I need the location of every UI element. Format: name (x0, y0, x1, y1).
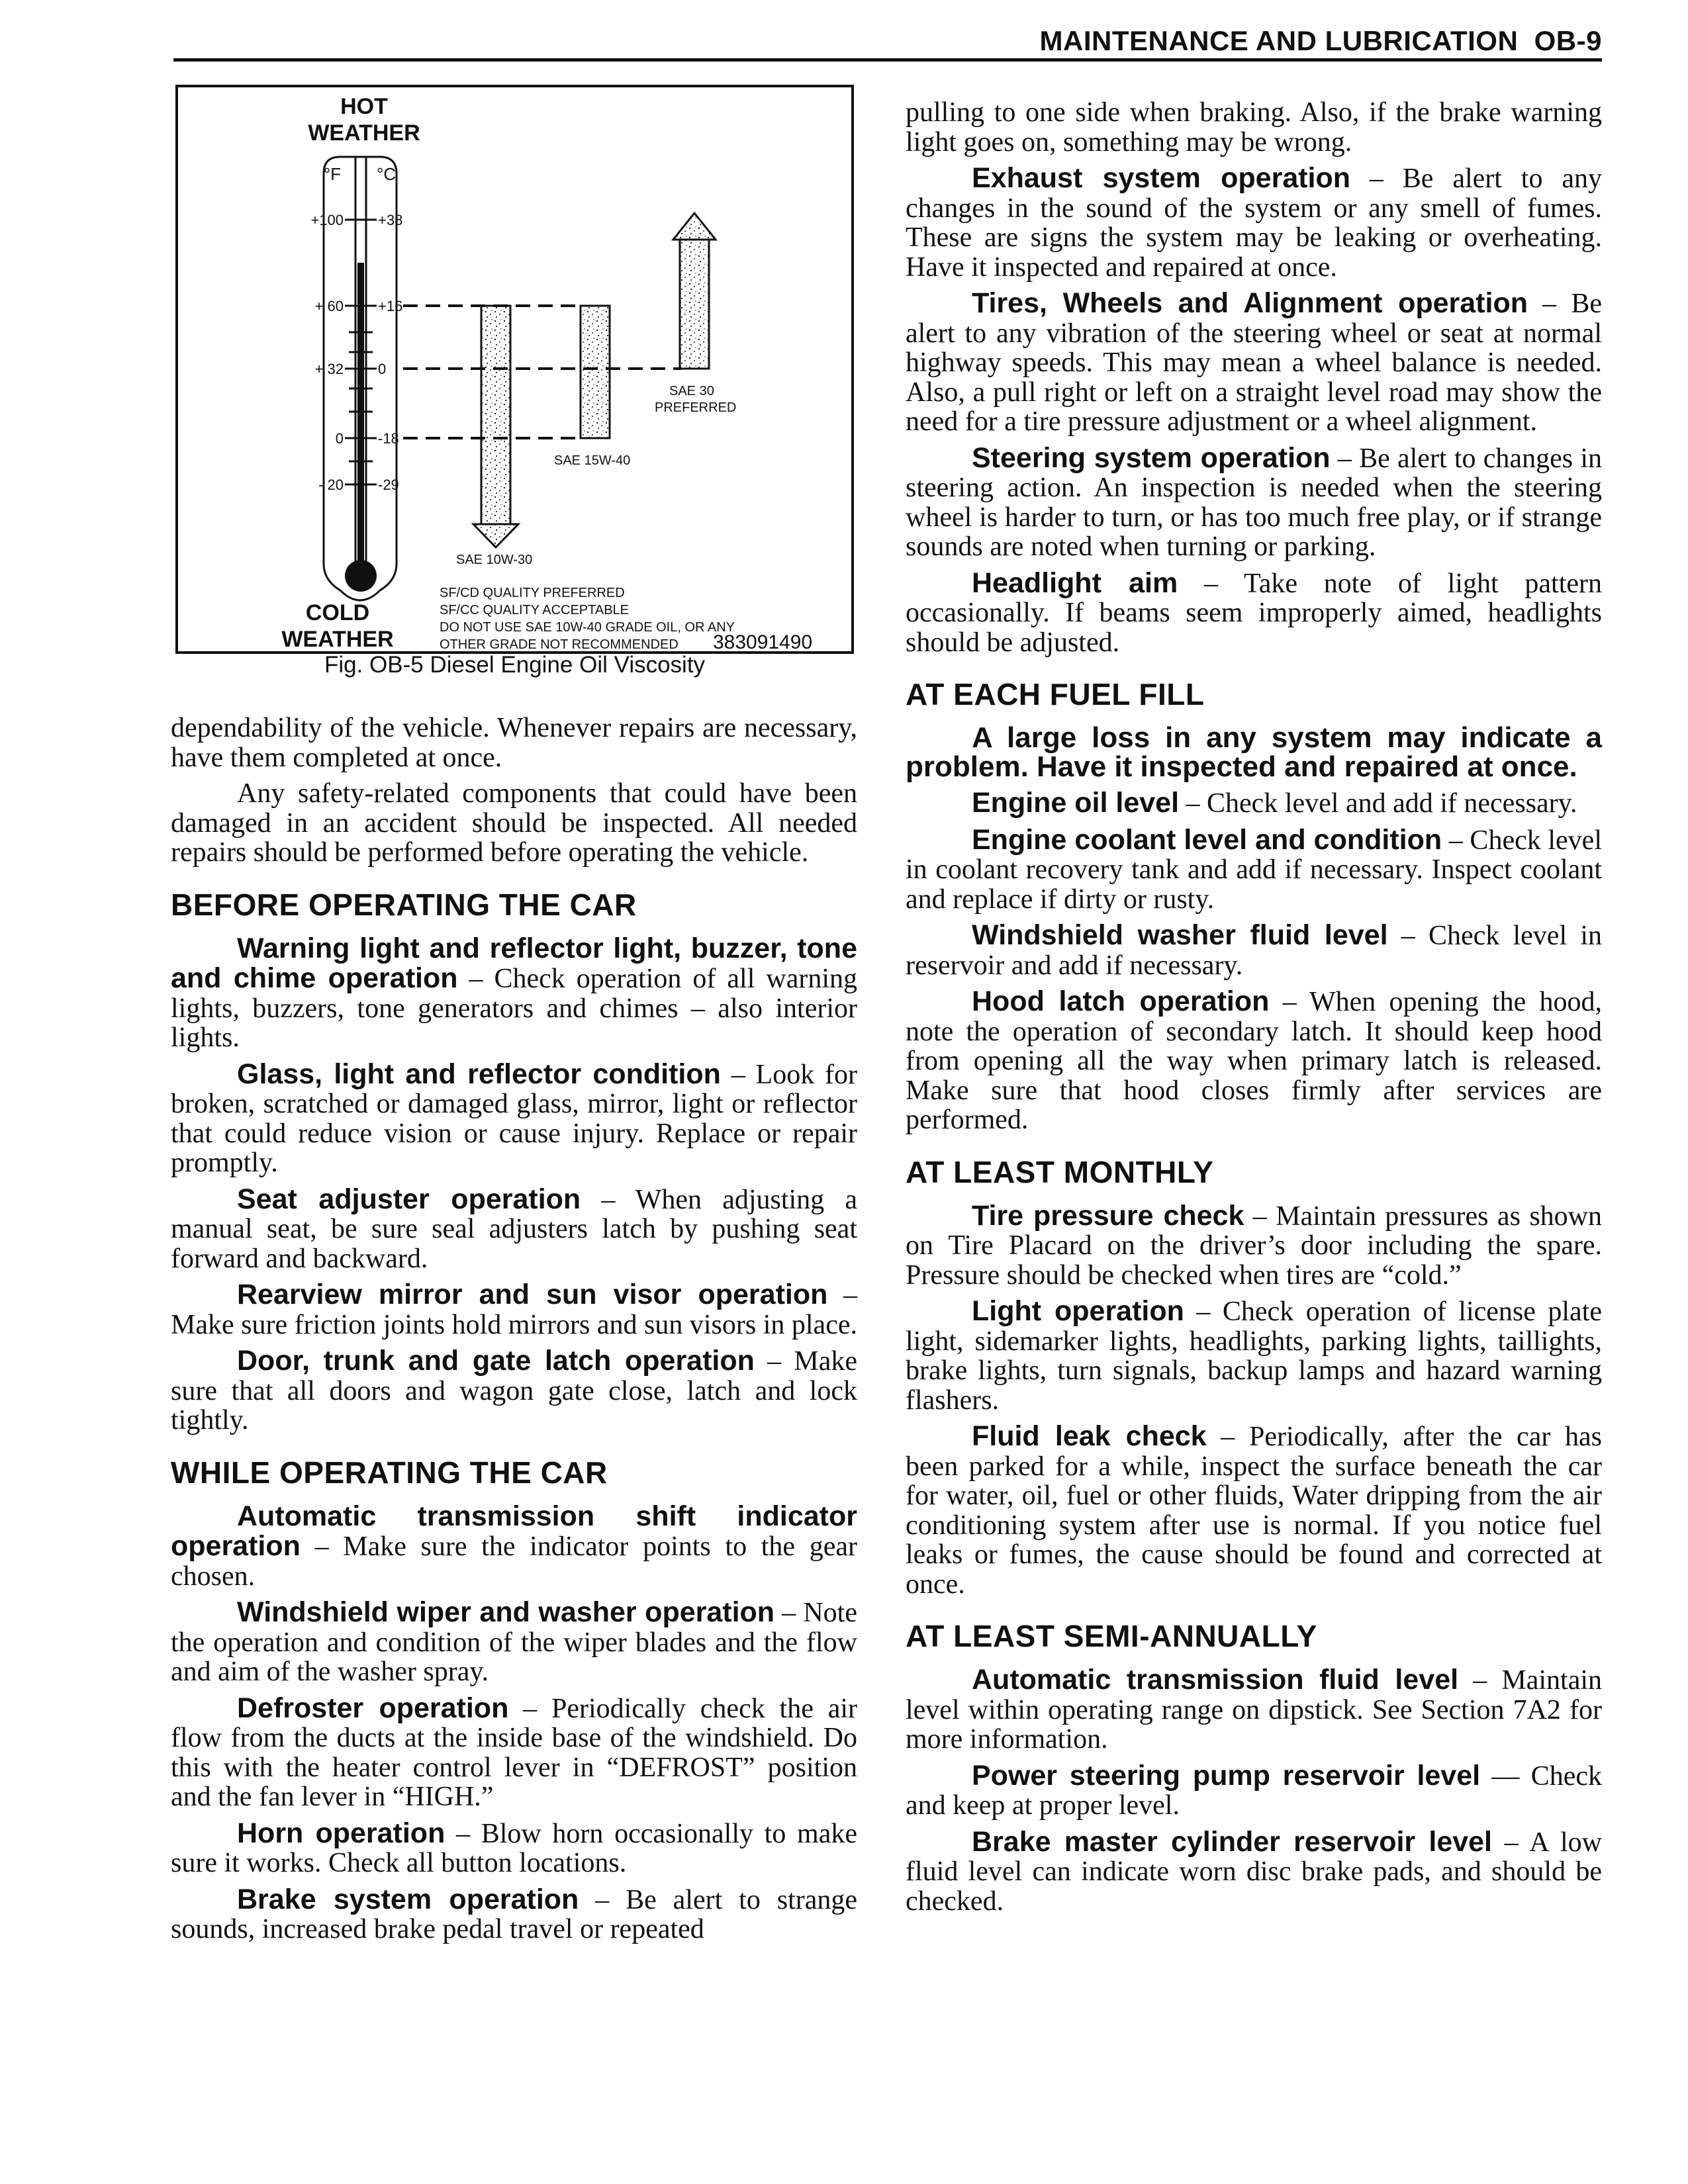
c-tick-4: -18 (378, 430, 399, 447)
item-door-latch (171, 1346, 857, 1435)
item-text: – Blow horn occasionally to make sure it works. Check all button locations. (171, 1818, 857, 1878)
item-title: Rearview mirror and sun visor operation (237, 1279, 828, 1310)
item-title: Automatic transmission shift indicator operation (171, 1500, 857, 1562)
item-shift-indicator (171, 1502, 857, 1592)
item-title: Power steering pump reservoir level (972, 1759, 1481, 1792)
item-washer-fluid (906, 921, 1602, 980)
item-title: Light operation (972, 1295, 1184, 1327)
item-light-operation (906, 1297, 1602, 1415)
item-defroster (171, 1694, 857, 1812)
item-text: – Be alert to any vibration of the steering wheel or seat at normal highway speeds. This may mean a wheel balance is needed. Also, a pull right or left on a straight level road may show the need for a tire pressure adjustment or a wheel alignment. (906, 289, 1603, 437)
item-title: Tires, Wheels and Alignment operation (972, 287, 1528, 319)
item-power-steering (906, 1761, 1602, 1821)
header-page-number: OB-9 (1534, 25, 1602, 56)
item-tires-wheels (906, 289, 1602, 437)
item-text: – Note the operation and condition of the wiper blades and the flow and aim of the washer spray. (171, 1598, 857, 1687)
item-text: – Maintain pressures as shown on Tire Placard on the driver’s door including the spare. Pressure should be checked when tires are “cold.” (906, 1201, 1602, 1291)
item-text: – Be alert to strange sounds, increased brake pedal travel or repeated (171, 1884, 858, 1944)
item-engine-oil (906, 788, 1602, 819)
note-line-4: OTHER GRADE NOT RECOMMENDED (440, 637, 679, 652)
item-title: Hood latch operation (972, 985, 1270, 1017)
item-wiper-washer (171, 1598, 857, 1687)
item-title: Engine oil level (972, 787, 1180, 819)
item-title: Brake master cylinder reservoir level (972, 1825, 1493, 1858)
heading-semi-annually: AT LEAST SEMI-ANNUALLY (906, 1619, 1317, 1653)
c-tick-3: 0 (378, 361, 387, 377)
c-tick-1: +38 (378, 212, 403, 228)
item-exhaust (906, 163, 1602, 282)
viscosity-chart (178, 87, 857, 657)
left-paragraph-1: dependability of the vehicle. Whenever repairs are necessary, have them completed at once. (171, 713, 857, 773)
temperature-guide-lines (403, 306, 681, 438)
item-text: – Check operation of license plate light, sidemarker lights, headlights, parking lights, taillights, brake lights, turn signals, backup lamps and hazard warning flashers. (906, 1297, 1602, 1416)
item-text: – Be alert to changes in steering action. An inspection is needed when the steering wheel is harder to turn, or has too much free play, or if strange sounds are noted when turning or parking. (906, 443, 1602, 562)
item-text: – Periodically, after the car has been parked for a while, inspect the surface beneath the car for water, oil, fuel or other fluids, Water dripping from the air conditioning system after use is normal. If you notice fuel leaks or fumes, the cause should be found and corrected at once. (906, 1422, 1603, 1600)
item-text: — Check and keep at proper level. (906, 1760, 1602, 1821)
f-tick-4: 0 (335, 430, 344, 447)
item-brake-system (171, 1885, 857, 1944)
running-header (1033, 25, 1602, 57)
item-headlight-aim (906, 569, 1602, 658)
figure-code: 383091490 (713, 631, 813, 653)
item-text: – Check level in reservoir and add if necessary. (906, 921, 1603, 981)
right-paragraph-continued: pulling to one side when braking. Also, if the brake warning light goes on, something may be wrong. (906, 97, 1602, 158)
note-line-1: SF/CD QUALITY PREFERRED (440, 586, 625, 600)
figure-caption: Fig. OB-5 Diesel Engine Oil Viscosity (324, 652, 706, 678)
celsius-label: °C (377, 164, 397, 184)
hot-label-2: WEATHER (308, 120, 420, 146)
item-text: – Look for broken, scratched or damaged glass, mirror, light or reflector that could reduce vision or cause injury. Replace or repair promptly. (171, 1059, 857, 1178)
item-title: Tire pressure check (972, 1199, 1244, 1232)
item-text: – Make sure friction joints hold mirrors and sun visors in place. (171, 1280, 857, 1340)
thermometer-mercury (357, 263, 364, 567)
item-horn (171, 1819, 857, 1878)
item-title: Glass, light and reflector condition (237, 1058, 721, 1090)
item-text: – When adjusting a manual seat, be sure seal adjusters latch by pushing seat forward and backward. (171, 1184, 857, 1274)
sae-30-bar (673, 213, 716, 369)
item-steering (906, 443, 1602, 562)
item-seat-adjuster (171, 1185, 857, 1274)
left-column (171, 713, 857, 1951)
item-title: Windshield washer fluid level (972, 919, 1388, 951)
heading-before-operating: BEFORE OPERATING THE CAR (171, 887, 637, 922)
item-title: Automatic transmission fluid level (972, 1664, 1459, 1696)
item-text: – Make sure that all doors and wagon gate close, latch and lock tightly. (171, 1346, 857, 1435)
item-title: Steering system operation (972, 441, 1331, 474)
fahrenheit-label: °F (323, 164, 341, 184)
f-tick-5: - 20 (318, 477, 344, 493)
item-hood-latch (906, 987, 1602, 1135)
sae30-label: SAE 30 (669, 384, 714, 398)
c-tick-5: -29 (378, 477, 399, 493)
cold-label-2: WEATHER (281, 627, 394, 652)
note-line-3: DO NOT USE SAE 10W-40 GRADE OIL, OR ANY (440, 620, 735, 635)
sae30-preferred-label: PREFERRED (655, 400, 737, 415)
item-text: – Be alert to any changes in the sound of the system or any smell of fumes. These are signs the system may be leaking or overheating. Have it inspected and repaired at once. (906, 163, 1602, 283)
item-fluid-leak (906, 1422, 1602, 1599)
item-title: Seat adjuster operation (237, 1183, 581, 1215)
header-rule (173, 58, 1602, 62)
heading-fuel-fill: AT EACH FUEL FILL (906, 677, 1205, 711)
item-title: Horn operation (237, 1817, 445, 1849)
item-text: – Check operation of all warning lights, buzzers, tone generators and chimes – also interior lights. (171, 964, 858, 1053)
right-column (906, 98, 1602, 1923)
sae-10w30-bar (473, 306, 518, 547)
c-tick-2: +16 (378, 298, 403, 314)
item-warning-lights (171, 934, 857, 1053)
item-title: Defroster operation (237, 1692, 509, 1724)
item-transmission-fluid (906, 1665, 1602, 1754)
sae-15w40-bar (581, 306, 610, 438)
item-text: – Check level in coolant recovery tank and add if necessary. Inspect coolant and replace if dirty or rusty. (906, 825, 1602, 915)
item-text: – Check level and add if necessary. (1179, 788, 1577, 819)
item-title: Door, trunk and gate latch operation (237, 1345, 755, 1377)
item-title: Fluid leak check (972, 1420, 1207, 1452)
item-text: – Maintain level within operating range on dipstick. See Section 7A2 for more information. (906, 1665, 1603, 1754)
item-text: – Make sure the indicator points to the gear chosen. (171, 1531, 857, 1592)
note-line-2: SF/CC QUALITY ACCEPTABLE (440, 603, 630, 617)
thermometer-bulb (345, 560, 377, 592)
f-tick-2: + 60 (314, 298, 344, 314)
item-brake-master-cylinder (906, 1827, 1602, 1917)
sae15w40-label: SAE 15W-40 (554, 453, 631, 468)
sae10w30-label: SAE 10W-30 (456, 553, 533, 567)
f-tick-1: +100 (310, 212, 344, 228)
item-rearview-mirror (171, 1280, 857, 1340)
item-glass-condition (171, 1060, 857, 1178)
left-paragraph-2: Any safety-related components that could have been damaged in an accident should be inspected. All needed repairs should be performed before operating the vehicle. (171, 778, 857, 868)
item-text: – Periodically check the air flow from the ducts at the inside base of the windshield. Do this with the heater control lever in “DEFROST” position and the fan lever in “HIGH.” (171, 1693, 857, 1812)
cold-label-1: COLD (305, 600, 370, 625)
f-tick-3: + 32 (314, 361, 344, 377)
item-text: – A low fluid level can indicate worn disc brake pads, and should be checked. (906, 1827, 1602, 1917)
item-title: Warning light and reflector light, buzzer, tone and chime operation (171, 932, 857, 994)
item-title: Engine coolant level and condition (972, 823, 1442, 856)
item-tire-pressure (906, 1201, 1602, 1291)
oil-viscosity-figure (175, 85, 854, 654)
heading-monthly: AT LEAST MONTHLY (906, 1154, 1214, 1189)
item-title: Windshield wiper and washer operation (237, 1596, 775, 1628)
item-title: Exhaust system operation (972, 162, 1351, 194)
item-text: – Take note of light pattern occasionally. If beams seem improperly aimed, headlights should be adjusted. (906, 568, 1602, 658)
header-section: MAINTENANCE AND LUBRICATION (1039, 25, 1519, 56)
item-title: Headlight aim (972, 567, 1178, 599)
fuel-fill-lead: A large loss in any system may indicate a problem. Have it inspected and repaired at once. (906, 721, 1602, 783)
heading-while-operating: WHILE OPERATING THE CAR (171, 1455, 608, 1490)
item-coolant (906, 825, 1602, 915)
item-title: Brake system operation (237, 1883, 579, 1915)
item-text: – When opening the hood, note the operation of secondary latch. It should keep hood from opening all the way when primary latch is released. Make sure that hood closes firmly after services are performed. (906, 987, 1602, 1135)
hot-label-1: HOT (340, 94, 388, 119)
